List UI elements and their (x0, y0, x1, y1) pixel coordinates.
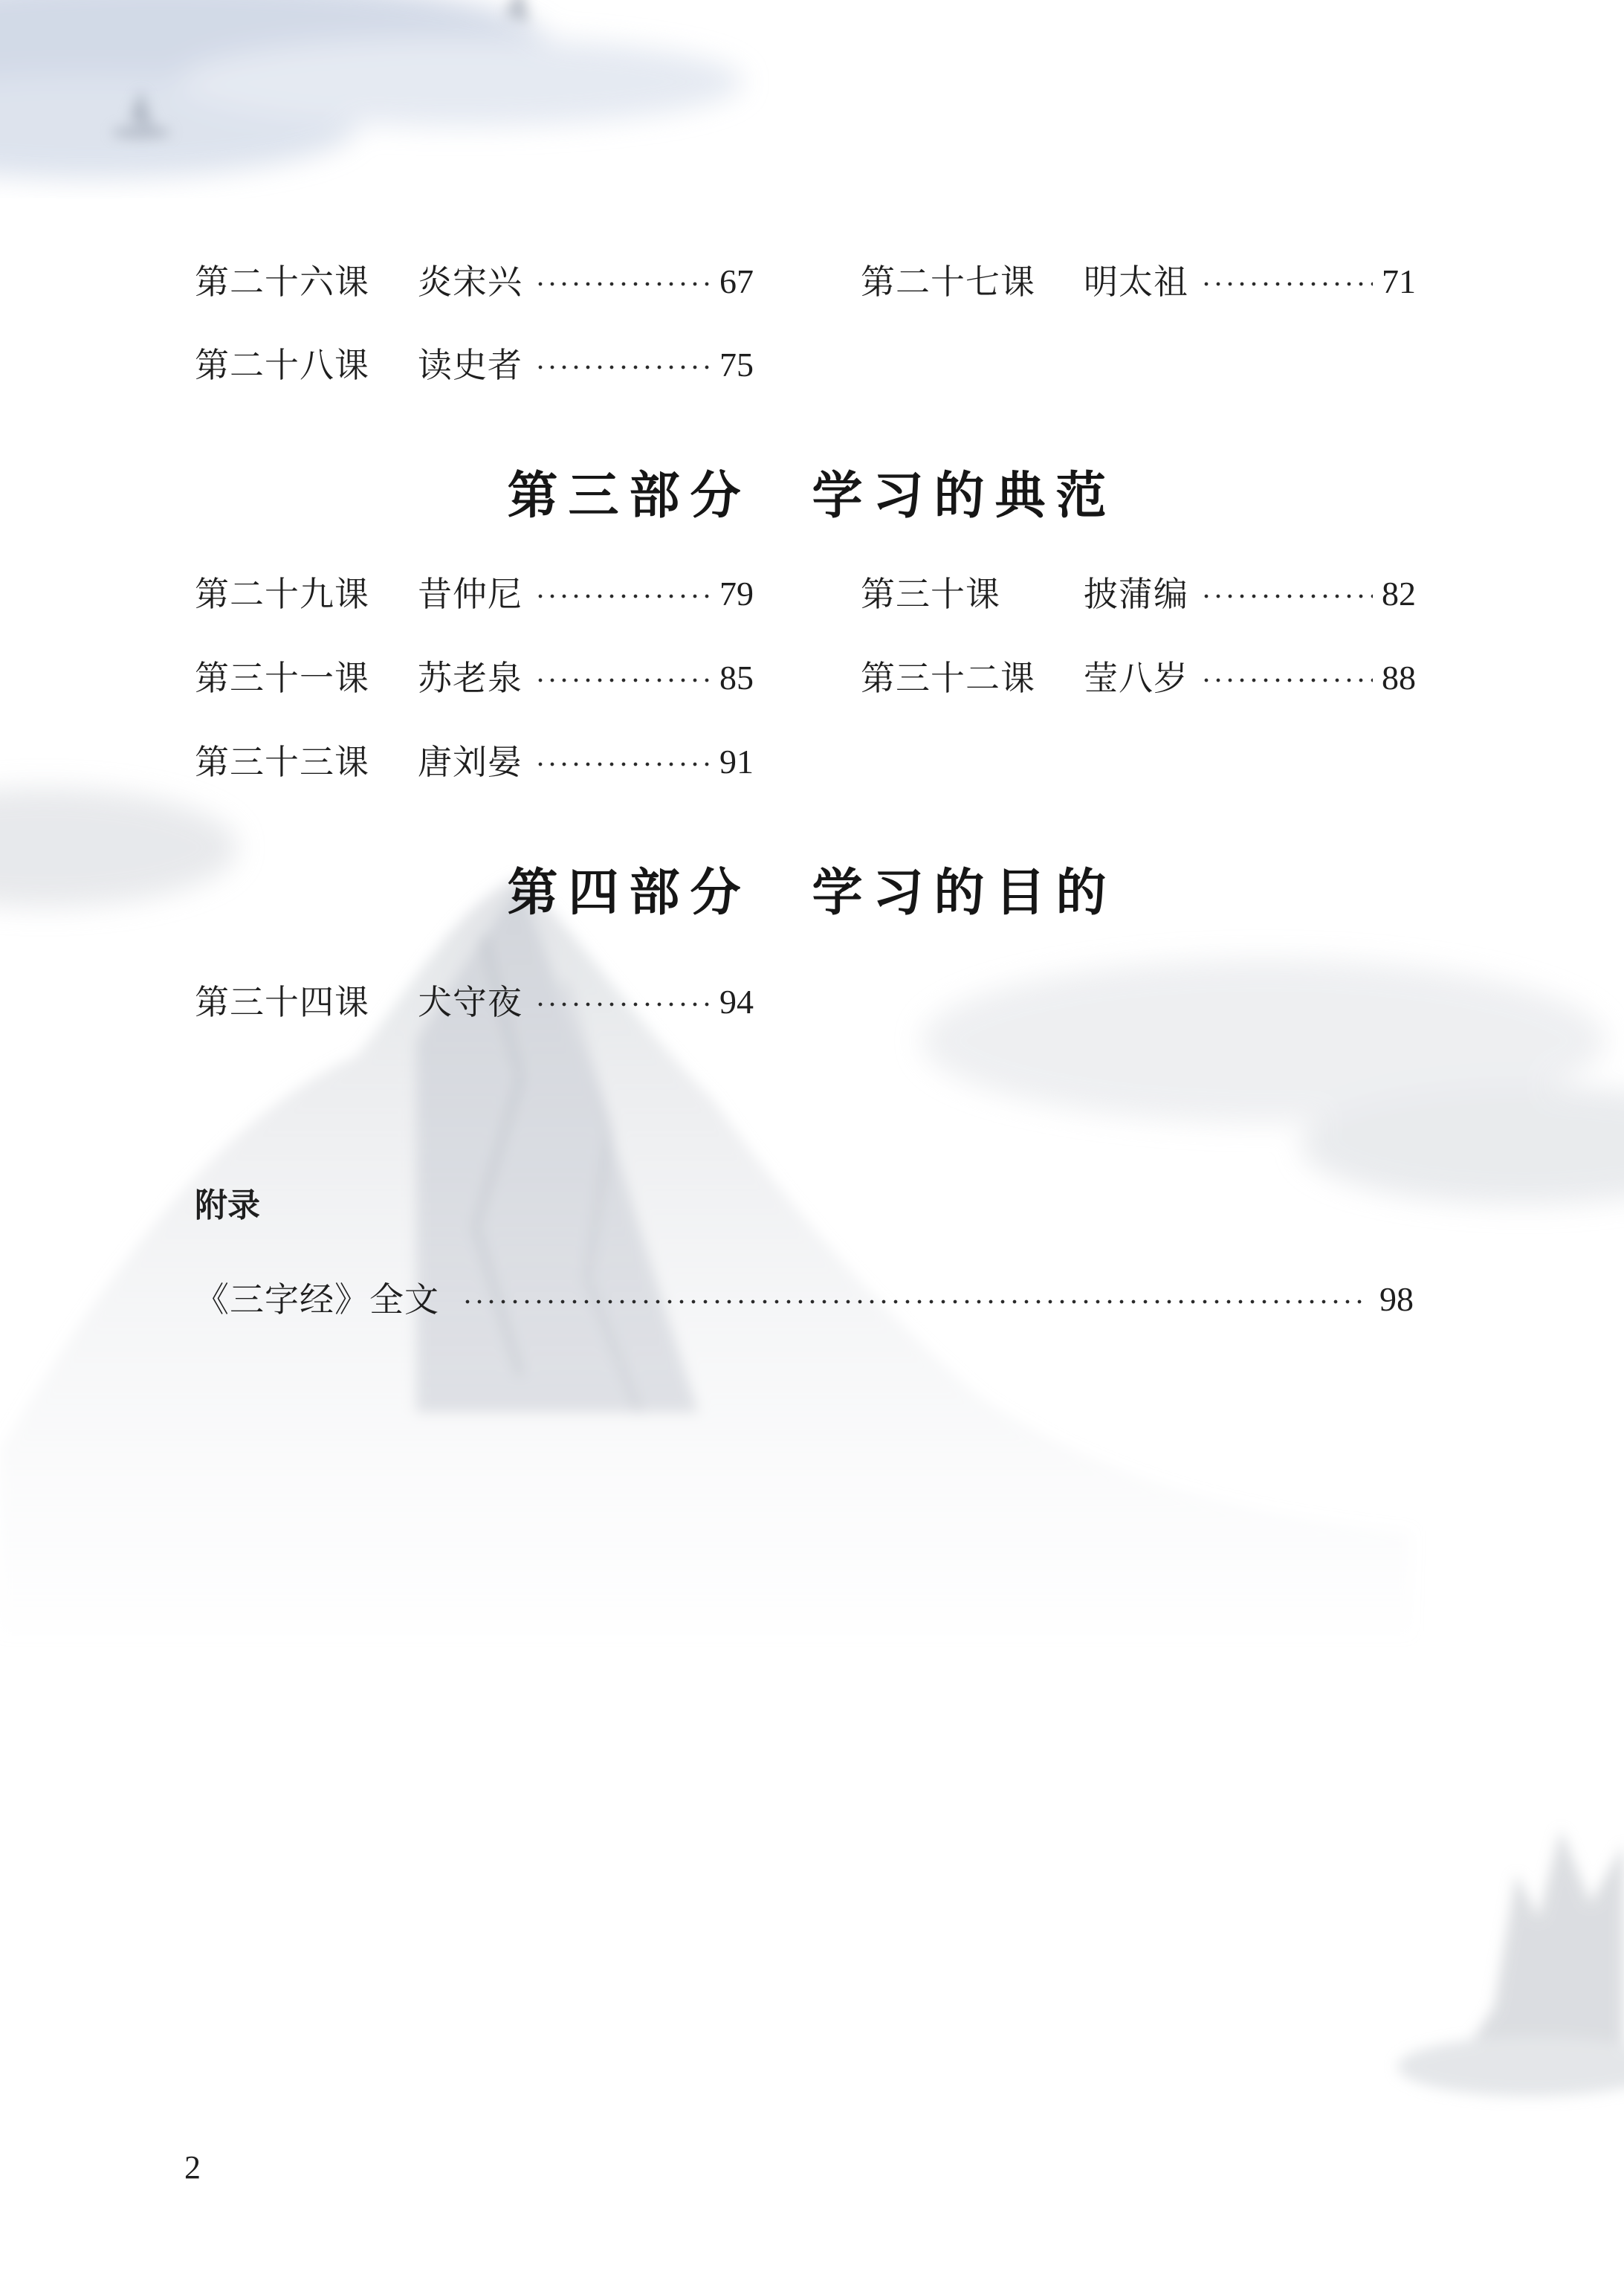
toc-entry-lesson-31[interactable] (195, 652, 754, 704)
lesson-title: 明太祖 (1084, 262, 1188, 302)
page-ref: 67 (719, 262, 754, 300)
lesson-number: 第二十六课 (195, 262, 369, 302)
appendix-title: 《三字经》全文 (195, 1279, 439, 1320)
dot-leader (1200, 282, 1373, 286)
lesson-title: 披蒲编 (1084, 574, 1188, 614)
dot-leader (534, 678, 711, 682)
page-ref: 85 (719, 659, 754, 697)
toc-entry-lesson-29[interactable] (195, 568, 754, 620)
lesson-number: 第三十二课 (861, 658, 1035, 698)
lesson-title: 炎宋兴 (418, 262, 523, 302)
lesson-title: 莹八岁 (1084, 658, 1188, 698)
lesson-title: 犬守夜 (418, 982, 523, 1022)
page-ref: 79 (719, 575, 754, 613)
dot-leader (462, 1299, 1362, 1304)
dot-leader (1200, 594, 1373, 598)
dot-leader (534, 282, 711, 286)
toc-entry-lesson-32[interactable] (861, 652, 1416, 704)
page-ref: 91 (719, 743, 754, 781)
dot-leader (534, 365, 711, 369)
dot-leader (1200, 678, 1373, 682)
lesson-number: 第二十八课 (195, 345, 369, 385)
dot-leader (534, 594, 711, 598)
toc-entry-appendix[interactable] (195, 1273, 1414, 1325)
page-ref: 94 (719, 983, 754, 1021)
toc-entry-lesson-27[interactable] (861, 256, 1416, 308)
dot-leader (534, 1002, 711, 1007)
toc-entry-lesson-30[interactable] (861, 568, 1416, 620)
page-ref: 75 (719, 346, 754, 384)
dot-leader (534, 762, 711, 766)
lesson-title: 苏老泉 (418, 658, 523, 698)
lesson-number: 第三十课 (861, 574, 1000, 614)
lesson-title: 昔仲尼 (418, 574, 523, 614)
toc-entry-lesson-28[interactable] (195, 339, 754, 391)
lesson-number: 第三十三课 (195, 742, 369, 782)
page-ref: 71 (1382, 262, 1416, 300)
lesson-number: 第二十九课 (195, 574, 369, 614)
page-ref: 98 (1379, 1280, 1414, 1318)
page-number: 2 (184, 2149, 201, 2186)
section-heading-part-4: 第四部分 学习的目的 (507, 863, 1117, 923)
toc-entry-lesson-34[interactable] (195, 976, 754, 1028)
appendix-label: 附录 (195, 1186, 260, 1224)
toc-entry-lesson-33[interactable] (195, 736, 754, 788)
lesson-title: 读史者 (418, 345, 523, 385)
lesson-title: 唐刘晏 (418, 742, 523, 782)
lesson-number: 第三十四课 (195, 982, 369, 1022)
lesson-number: 第二十七课 (861, 262, 1035, 302)
page-ref: 88 (1382, 659, 1416, 697)
lesson-number: 第三十一课 (195, 658, 369, 698)
section-heading-part-3: 第三部分 学习的典范 (507, 466, 1117, 526)
toc-entry-lesson-26[interactable] (195, 256, 754, 308)
page-ref: 82 (1382, 575, 1416, 613)
